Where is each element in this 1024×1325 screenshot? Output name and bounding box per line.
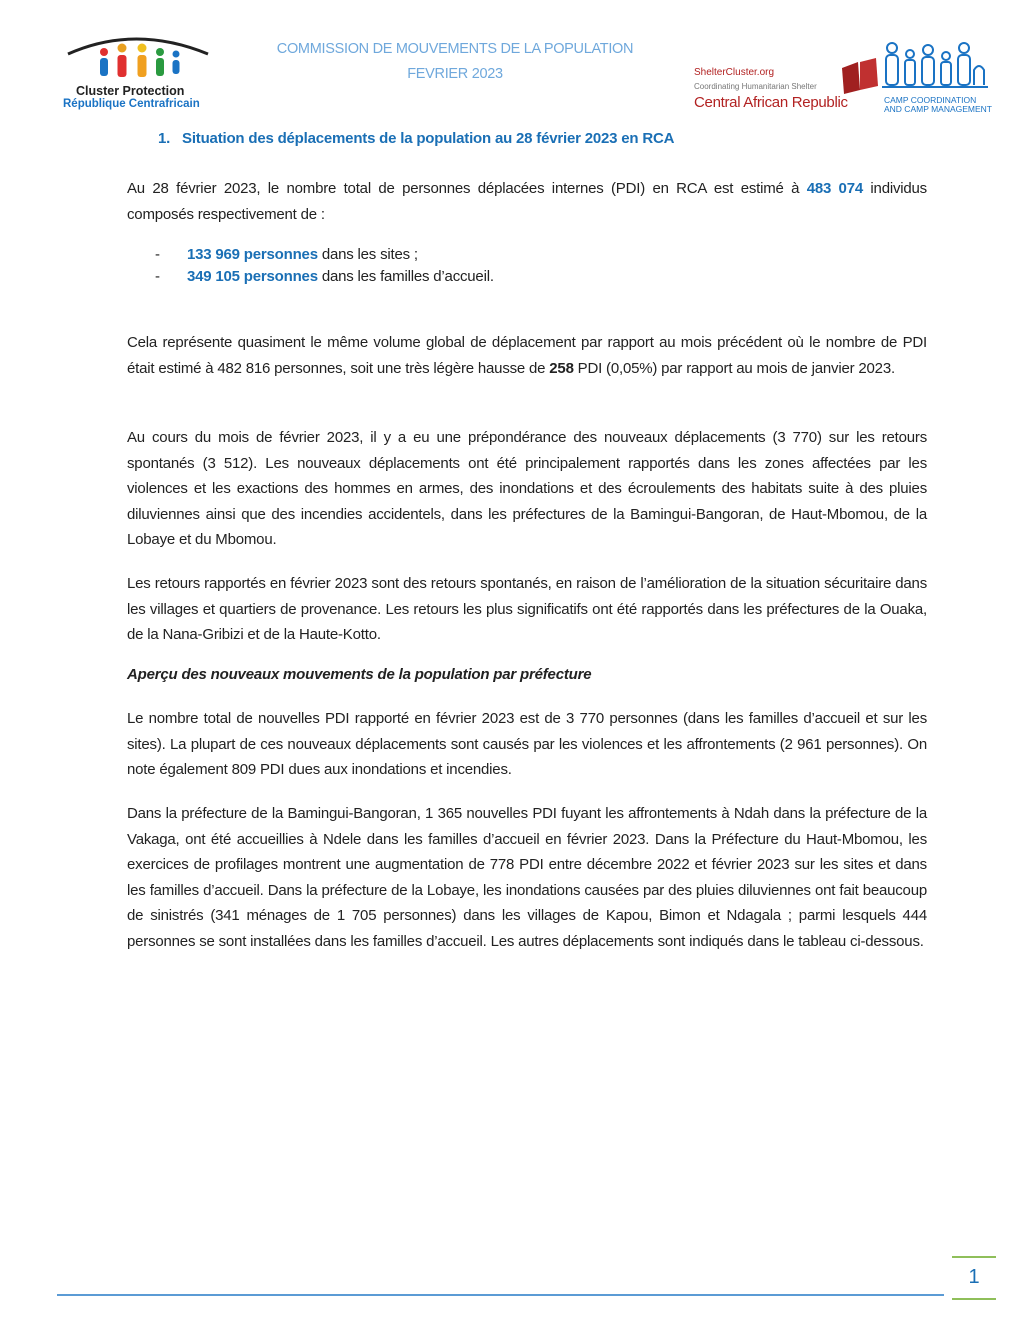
header-title-line-2: FEVRIER 2023 xyxy=(407,66,503,82)
list-item-text: dans les sites ; xyxy=(317,246,418,263)
logo-line-2: République Centrafricain xyxy=(63,98,200,110)
list-item-value: 133 969 personnes xyxy=(187,246,318,263)
page-number-box xyxy=(952,1256,996,1300)
book-icon xyxy=(840,58,880,94)
people-figures-icon xyxy=(60,32,215,84)
subheading: Aperçu des nouveaux mouvements de la population par préfecture xyxy=(127,666,592,683)
list-bullet: - xyxy=(155,246,160,263)
cccm-logo xyxy=(882,40,992,118)
section-heading xyxy=(158,130,674,147)
document-header-title xyxy=(230,37,680,87)
list-bullet: - xyxy=(155,268,160,285)
list-item-value: 349 105 personnes xyxy=(187,268,318,285)
total-idp-value: 483 074 xyxy=(806,180,863,197)
footer-divider xyxy=(57,1294,944,1296)
header-title-line-1: COMMISSION DE MOUVEMENTS DE LA POPULATION xyxy=(276,41,634,57)
family-figures-icon xyxy=(882,40,988,94)
page-number: 1 xyxy=(968,1266,980,1288)
cccm-logo-text: CAMP COORDINATION AND CAMP MANAGEMENT xyxy=(884,95,992,114)
paragraph-returns: Les retours rapportés en février 2023 sont des retours spontanés, en raison de l’amélioration de la situation sécuritaire dans les villages et quartiers de provenance. Les retours les plus significatifs ont été rapportés dans les préfectures de la Ouaka, de la Nana-Gribizi et de la Haute-Kotto. xyxy=(127,575,927,643)
section-number: 1. xyxy=(158,130,171,147)
shelter-logo-line-3: Central African Republic xyxy=(694,94,848,111)
section-title: Situation des déplacements de la population au 28 février 2023 en RCA xyxy=(182,130,675,147)
logo-line-1: Cluster Protection xyxy=(76,84,185,98)
shelter-logo-line-1: ShelterCluster.org xyxy=(694,67,775,78)
paragraph-new-displacements: Au cours du mois de février 2023, il y a eu une prépondérance des nouveaux déplacements (3 770) sur les retours spontanés (3 512). Les nouveaux déplacements ont été principalement rapportés dans les zones affectées par les violences et les exactions des hommes en armes, des inondations et des écroulements des habitats suite à des pluies diluviennes ainsi que des incendies accidentels, dans les préfectures de la Bamingui-Bangoran, de Haut-Mbomou, de la Lobaye et du Mbomou. xyxy=(127,429,927,548)
paragraph-totals: Le nombre total de nouvelles PDI rapporté en février 2023 est de 3 770 personnes (dans les familles d’accueil et sur les sites). La plupart de ces nouveaux déplacements sont causés par les violences et les affrontements (2 961 personnes). On note également 809 PDI dues aux inondations et incendies. xyxy=(127,710,927,778)
paragraph-comparison: Cela représente quasiment le même volume global de déplacement par rapport au mois précédent où le nombre de PDI était estimé à 482 816 personnes, soit une très légère hausse de 258 PDI (0,05%) par rapport au mois de janvier 2023. xyxy=(127,334,927,377)
list-item xyxy=(155,244,418,266)
list-item-text: dans les familles d’accueil. xyxy=(317,268,494,285)
list-item xyxy=(155,266,494,288)
cluster-protection-logo xyxy=(60,32,215,114)
shelter-logo-line-2: Coordinating Humanitarian Shelter xyxy=(694,82,817,91)
increase-value: 258 xyxy=(549,359,574,377)
intro-paragraph: Au 28 février 2023, le nombre total de personnes déplacées internes (PDI) en RCA est estimé à 483 074 individus composés respectivement de : xyxy=(127,180,927,223)
paragraph-prefectures: Dans la préfecture de la Bamingui-Bangoran, 1 365 nouvelles PDI fuyant les affrontements à Ndah dans la préfecture de la Vakaga, ont été accueillies à Ndele dans les familles d’accueil en février 2023. Dans la Préfecture du Haut-Mbomou, les exercices de profilages montrent une augmentation de 778 PDI entre décembre 2022 et février 2023 sur les sites et dans les familles d’accueil. Dans la préfecture de la Lobaye, les inondations causées par des pluies diluviennes ont fait beaucoup de sinistrés (341 ménages de 1 705 personnes) dans les villages de Kapou, Bimon et Ndagala ; parmi lesquels 444 personnes se sont installées dans les familles d’accueil. Les autres déplacements sont indiqués dans le tableau ci-dessous. xyxy=(127,805,927,950)
